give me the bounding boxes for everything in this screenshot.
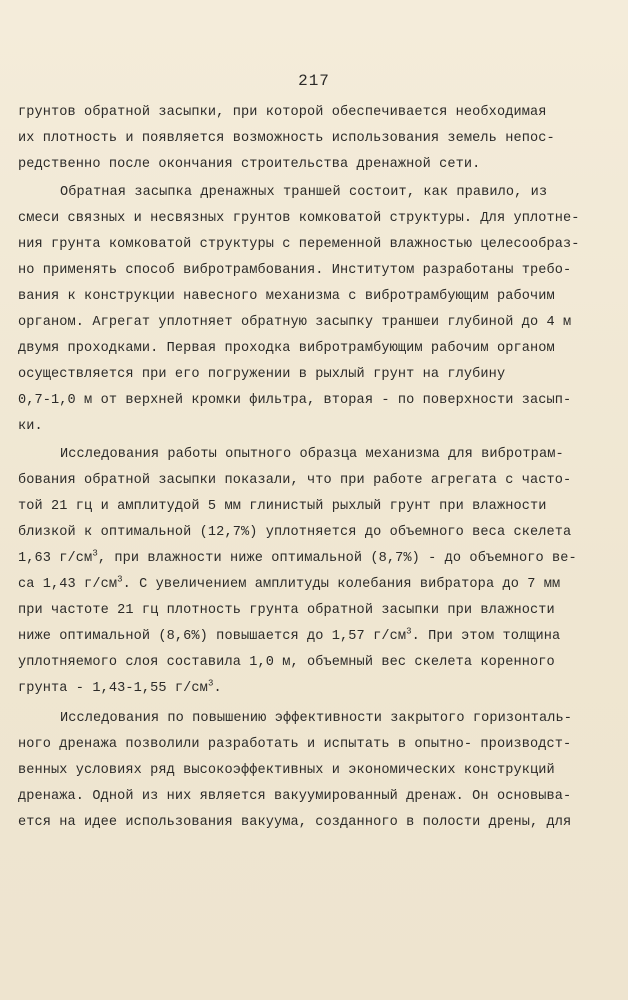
text-line: уплотняемого слоя составила 1,0 м, объемный вес скелета коренного [18,655,555,670]
paragraph-start-line: Обратная засыпка дренажных траншей состоит, как правило, из [60,185,548,200]
text-line: смеси связных и несвязных грунтов комковатой структуры. Для уплотне- [18,211,580,226]
superscript: 3 [207,678,214,689]
text-line: ния грунта комковатой структуры с переменной влажностью целесообраз- [18,237,580,252]
text-line: при частоте 21 гц плотность грунта обратной засыпки при влажности [18,603,555,618]
text-line: вания к конструкции навесного механизма с вибротрамбующим рабочим [18,289,555,304]
text-line: осуществляется при его погружении в рыхлый грунт на глубину [18,367,506,382]
text-line: редственно после окончания строительства дренажной сети. [18,157,481,172]
text-line: ется на идее использования вакуума, созданного в полости дрены, для [18,815,572,830]
paragraph-start-line: Исследования по повышению эффективности закрытого горизонталь- [60,711,572,726]
text-line: грунта - 1,43-1,55 $г/см^3$. [18,678,222,696]
text-line: 0,7-1,0 м от верхней кромки фильтра, вторая - по поверхности засып- [18,393,572,408]
text-line: органом. Агрегат уплотняет обратную засыпку траншеи глубиной до 4 м [18,315,572,330]
text-line: са 1,43 $г/см^3$. С увеличением амплитуды колебания вибратора до 7 мм [18,574,561,592]
text-line: близкой к оптимальной (12,7%) уплотняется до объемного веса скелета [18,525,572,540]
text-line: ного дренажа позволили разработать и испытать в опытно- производст- [18,737,572,752]
text-line: той 21 гц и амплитудой 5 мм глинистый рыхлый грунт при влажности [18,499,547,514]
superscript: 3 [92,548,98,559]
text-line: дренажа. Одной из них является вакуумированный дренаж. Он основыва- [18,789,572,804]
page-number: 217 [298,72,330,90]
text-line: ки. [18,419,43,434]
text-line: венных условиях ряд высокоэффективных и экономических конструкций [18,763,555,778]
text-line: бования обратной засыпки показали, что при работе агрегата с часто- [18,473,572,488]
text-line: двумя проходками. Первая проходка вибротрамбующим рабочим органом [18,341,555,356]
superscript: 3 [406,626,412,637]
paragraph-start-line: Исследования работы опытного образца механизма для вибротрам- [60,447,564,462]
text-line: ниже оптимальной (8,6%) повышается до 1,57 $г/см^3$. При этом толщина [18,626,561,644]
superscript: 3 [117,574,123,585]
text-line: их плотность и появляется возможность использования земель непос- [18,131,555,146]
text-line: грунтов обратной засыпки, при которой обеспечивается необходимая [18,105,547,120]
text-line: 1,63 $г/см^3$, при влажности ниже оптимальной (8,7%) - до объемного ве- [18,548,577,566]
text-line: но применять способ вибротрамбования. Институтом разработаны требо- [18,263,572,278]
